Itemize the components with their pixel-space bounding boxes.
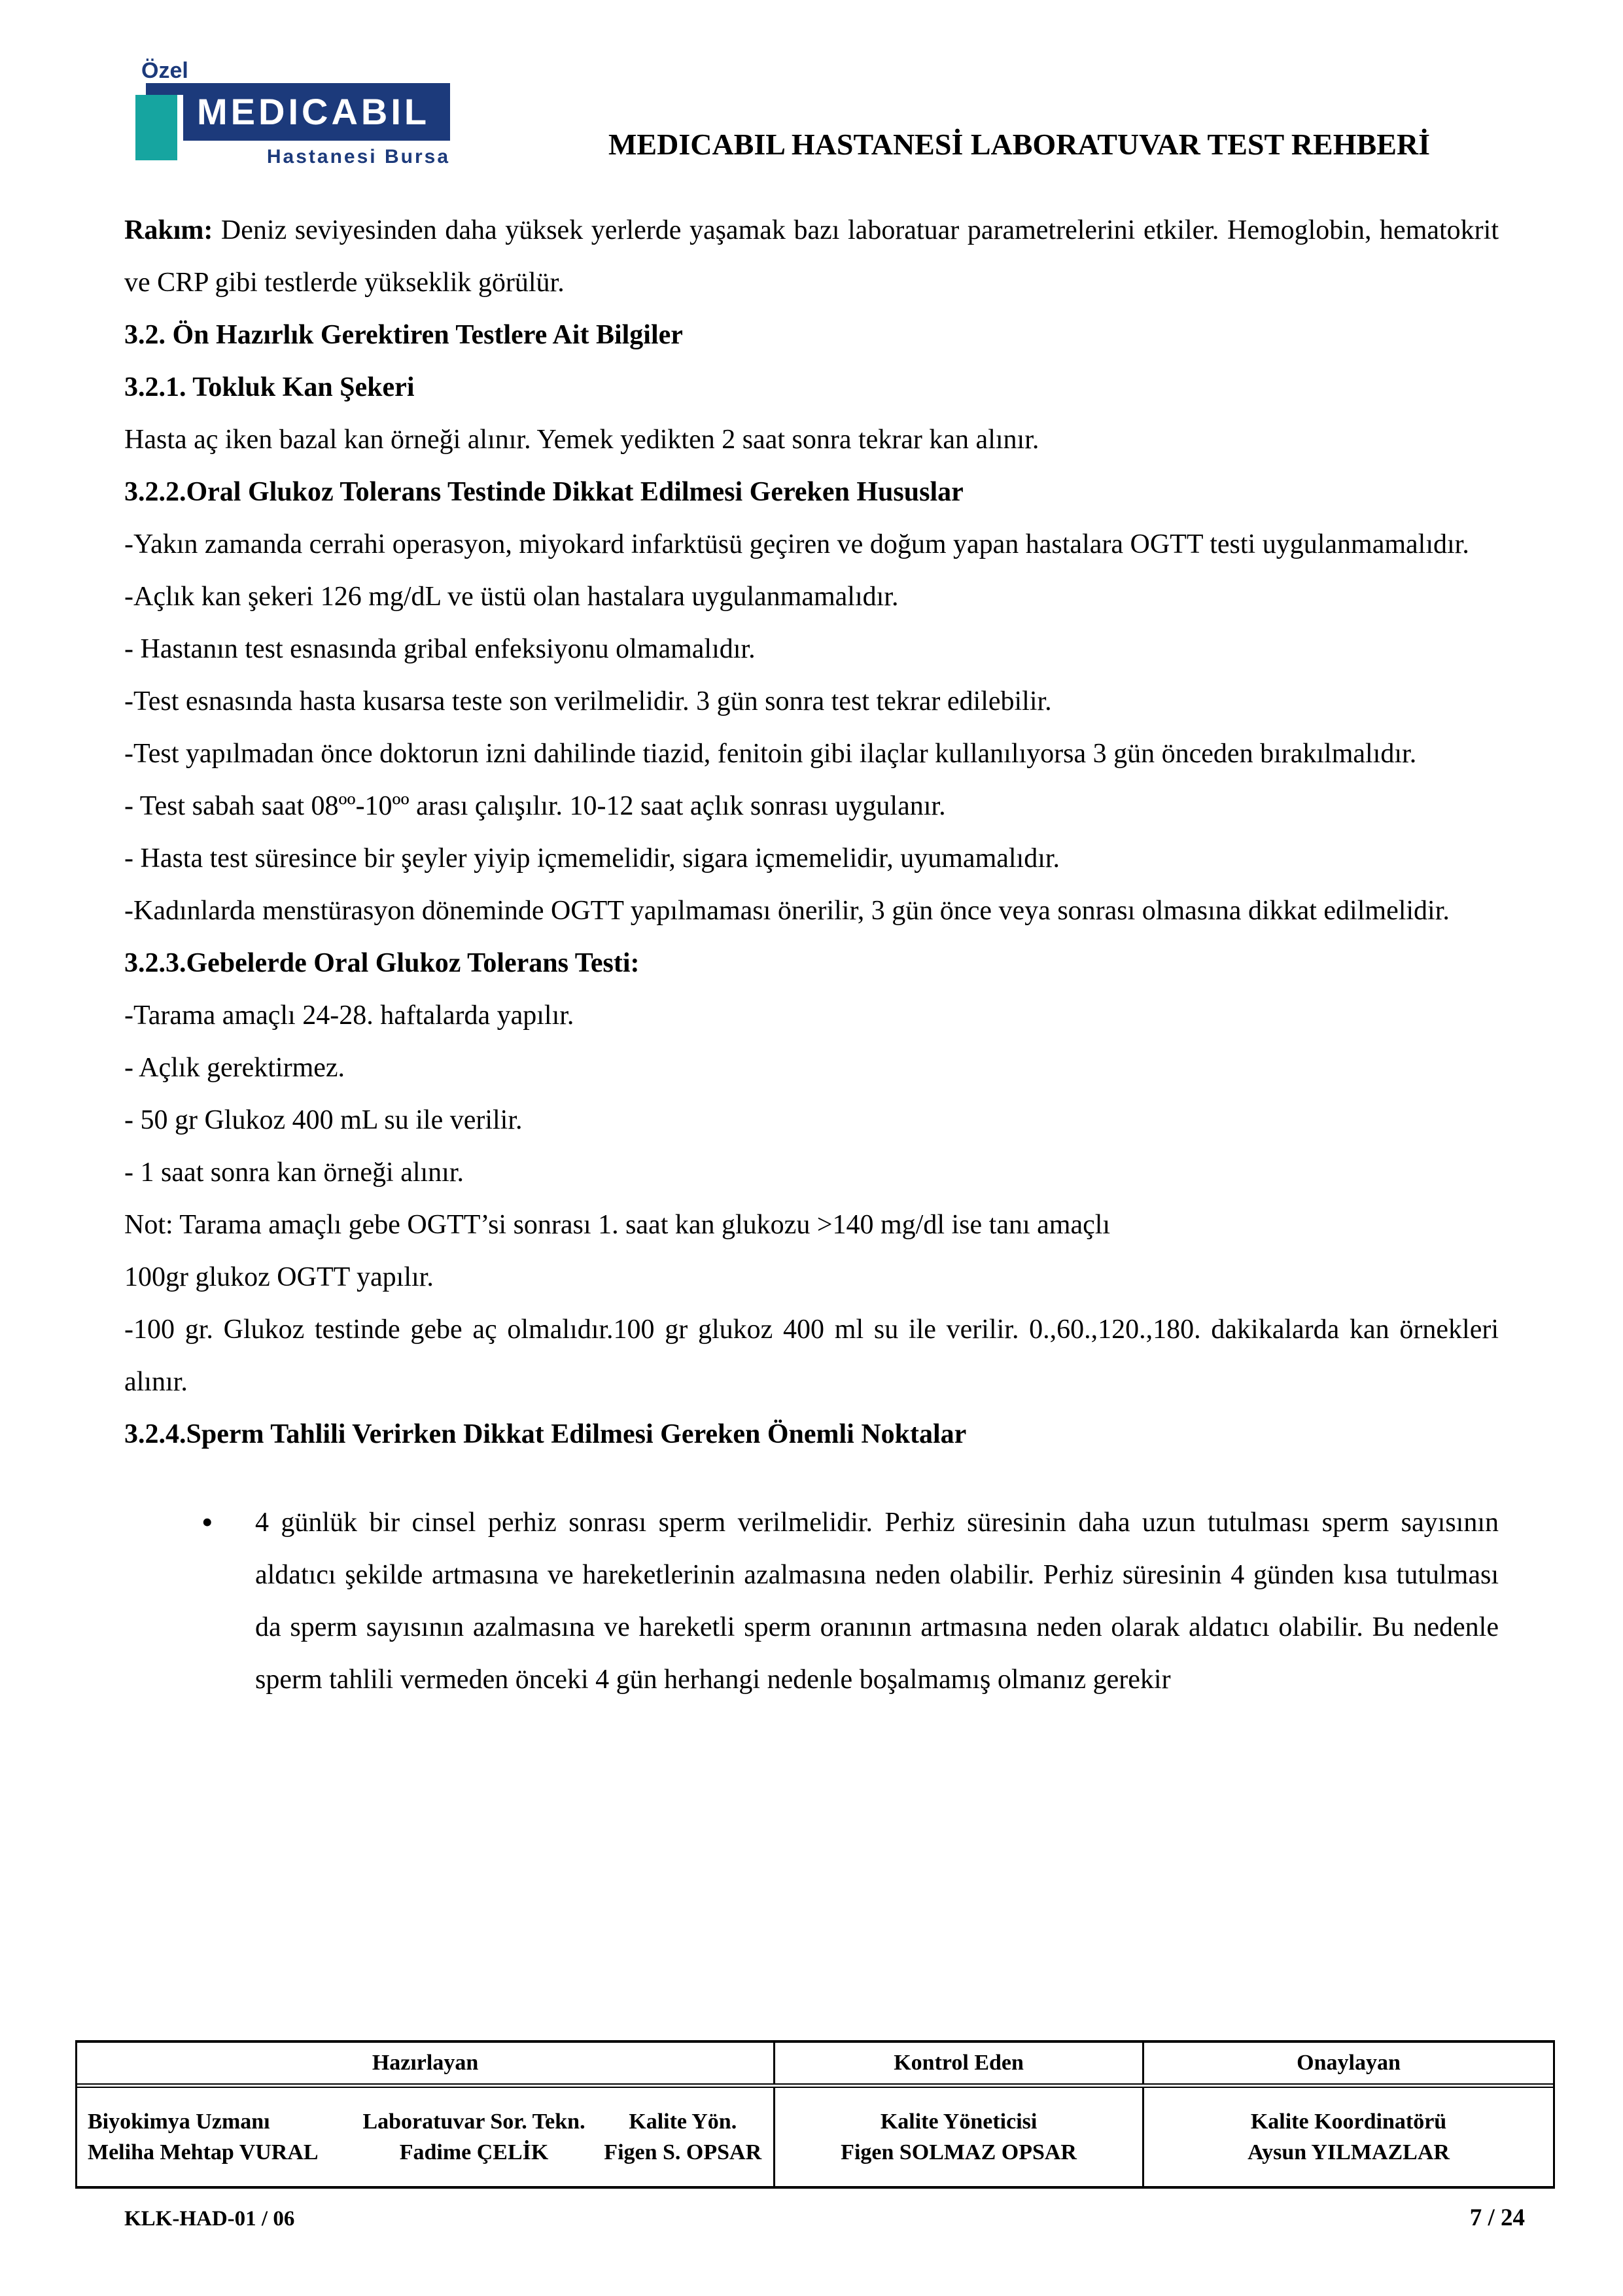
- list-item: -Açlık kan şekeri 126 mg/dL ve üstü olan hastalara uygulanmamalıdır.: [124, 582, 899, 612]
- logo-subtitle: Hastanesi Bursa: [266, 146, 450, 168]
- list-item: - Açlık gerektirmez.: [124, 1053, 345, 1083]
- signature-table-body-row: [77, 2088, 1553, 2186]
- bullet-text: 4 günlük bir cinsel perhiz sonrası sperm verilmelidir. Perhiz süresinin daha uzun tutulması sperm sayısının aldatıcı şekilde artmasına ve hareketlerinin azalmasına neden olabilir. Perhiz süresinin 4 günden kısa tutulması da sperm sayısının azalmasına ve hareketli sperm oranının artmasına neden olarak aldatıcı olabilir. Bu nedenle sperm tahlili vermeden önceki 4 gün herhangi nedenle boşalmamış olmanız gerekir: [255, 1508, 1499, 1695]
- cell-onaylayan: [1144, 2088, 1553, 2186]
- rakim-text: Deniz seviyesinden daha yüksek yerlerde yaşamak bazı laboratuar parametrelerini etkiler. Hemoglobin, hematokrit ve CRP gibi testlerde yükseklik görülür.: [124, 215, 1499, 298]
- section-heading-3-2: 3.2. Ön Hazırlık Gerektiren Testlere Ait Bilgiler: [124, 320, 683, 350]
- list-item: -Test yapılmadan önce doktorun izni dahilinde tiazid, fenitoin gibi ilaçlar kullanılıyorsa 3 gün önceden bırakılmalıdır.: [124, 739, 1417, 769]
- hospital-logo: [131, 56, 458, 170]
- signer-role: Laboratuvar Sor. Tekn.: [362, 2110, 585, 2134]
- page-footer: [0, 2204, 1623, 2232]
- signature-table: [75, 2040, 1555, 2189]
- rakim-label: Rakım:: [124, 215, 213, 245]
- header-onaylayan: Onaylayan: [1297, 2051, 1401, 2075]
- signer: [592, 2106, 773, 2168]
- document-body: [0, 204, 1623, 1706]
- section-heading-3-2-3: 3.2.3.Gebelerde Oral Glukoz Tolerans Testi:: [124, 948, 640, 978]
- note-line-1: Not: Tarama amaçlı gebe OGTT’si sonrası 1. saat kan glukozu >140 mg/dl ise tanı amaçlı: [124, 1210, 1111, 1240]
- section-heading-3-2-1: 3.2.1. Tokluk Kan Şekeri: [124, 372, 415, 402]
- document-title: MEDICABIL HASTANESİ LABORATUVAR TEST REHBERİ: [608, 128, 1430, 161]
- signer: [77, 2106, 356, 2168]
- section-heading-3-2-2: 3.2.2.Oral Glukoz Tolerans Testinde Dikkat Edilmesi Gereken Hususlar: [124, 477, 964, 507]
- section-heading-3-2-4: 3.2.4.Sperm Tahlili Verirken Dikkat Edilmesi Gereken Önemli Noktalar: [124, 1419, 967, 1449]
- signer-name: Figen SOLMAZ OPSAR: [841, 2140, 1077, 2164]
- logo-band: [146, 83, 450, 141]
- signer-role: Biyokimya Uzmanı: [88, 2110, 270, 2134]
- header-kontrol-eden: Kontrol Eden: [775, 2043, 1144, 2083]
- paragraph-3-2-1: Hasta aç iken bazal kan örneği alınır. Yemek yedikten 2 saat sonra tekrar kan alınır.: [124, 425, 1039, 455]
- cell-hazirlayan: [77, 2088, 775, 2186]
- signer-role: Kalite Koordinatörü: [1250, 2110, 1447, 2134]
- list-item: -Tarama amaçlı 24-28. haftalarda yapılır.: [124, 1000, 574, 1031]
- page-number: 7 / 24: [1469, 2204, 1525, 2231]
- bullet-paragraph: [124, 1496, 1499, 1706]
- list-item: -Test esnasında hasta kusarsa teste son verilmelidir. 3 gün sonra test tekrar edilebilir.: [124, 686, 1052, 716]
- signer-name: Aysun YILMAZLAR: [1248, 2140, 1450, 2164]
- signer: [356, 2106, 593, 2168]
- cell-kontrol-eden: [775, 2088, 1144, 2186]
- signer-role: Kalite Yöneticisi: [880, 2110, 1038, 2134]
- list-item: - Hastanın test esnasında gribal enfeksiyonu olmamalıdır.: [124, 634, 756, 664]
- list-item: -Kadınlarda menstürasyon döneminde OGTT yapılmaması önerilir, 3 gün önce veya sonrası olmasına dikkat edilmelidir.: [124, 896, 1450, 926]
- logo-ozel-label: Özel: [141, 58, 188, 83]
- document-code: KLK-HAD-01 / 06: [124, 2207, 295, 2231]
- paragraph-rakim: [124, 204, 1499, 309]
- signer-name: Meliha Mehtap VURAL: [88, 2140, 319, 2164]
- list-item: - 1 saat sonra kan örneği alınır.: [124, 1157, 464, 1188]
- header-hazirlayan: Hazırlayan: [77, 2043, 775, 2083]
- logo-brand-name: MEDICABIL: [197, 91, 430, 132]
- list-item: - Test sabah saat 08ºº-10ºº arası çalışılır. 10-12 saat açlık sonrası uygulanır.: [124, 791, 946, 821]
- bullet-marker: •: [201, 1504, 213, 1540]
- paragraph-100gr: -100 gr. Glukoz testinde gebe aç olmalıdır.100 gr glukoz 400 ml su ile verilir. 0.,60.,120.,180. dakikalarda kan örnekleri alınır.: [124, 1315, 1499, 1397]
- signer-role: Kalite Yön.: [629, 2110, 737, 2134]
- signer-name: Figen S. OPSAR: [604, 2140, 762, 2164]
- list-item: - 50 gr Glukoz 400 mL su ile verilir.: [124, 1105, 523, 1135]
- signature-table-header-row: [77, 2043, 1553, 2088]
- logo-teal-square: [135, 95, 183, 160]
- signer-name: Fadime ÇELİK: [399, 2140, 549, 2164]
- note-line-2: 100gr glukoz OGTT yapılır.: [124, 1262, 434, 1292]
- list-item: - Hasta test süresince bir şeyler yiyip içmemelidir, sigara içmemelidir, uyumamalıdır.: [124, 843, 1060, 874]
- list-item: -Yakın zamanda cerrahi operasyon, miyokard infarktüsü geçiren ve doğum yapan hastalara OGTT testi uygulanmamalıdır.: [124, 529, 1469, 559]
